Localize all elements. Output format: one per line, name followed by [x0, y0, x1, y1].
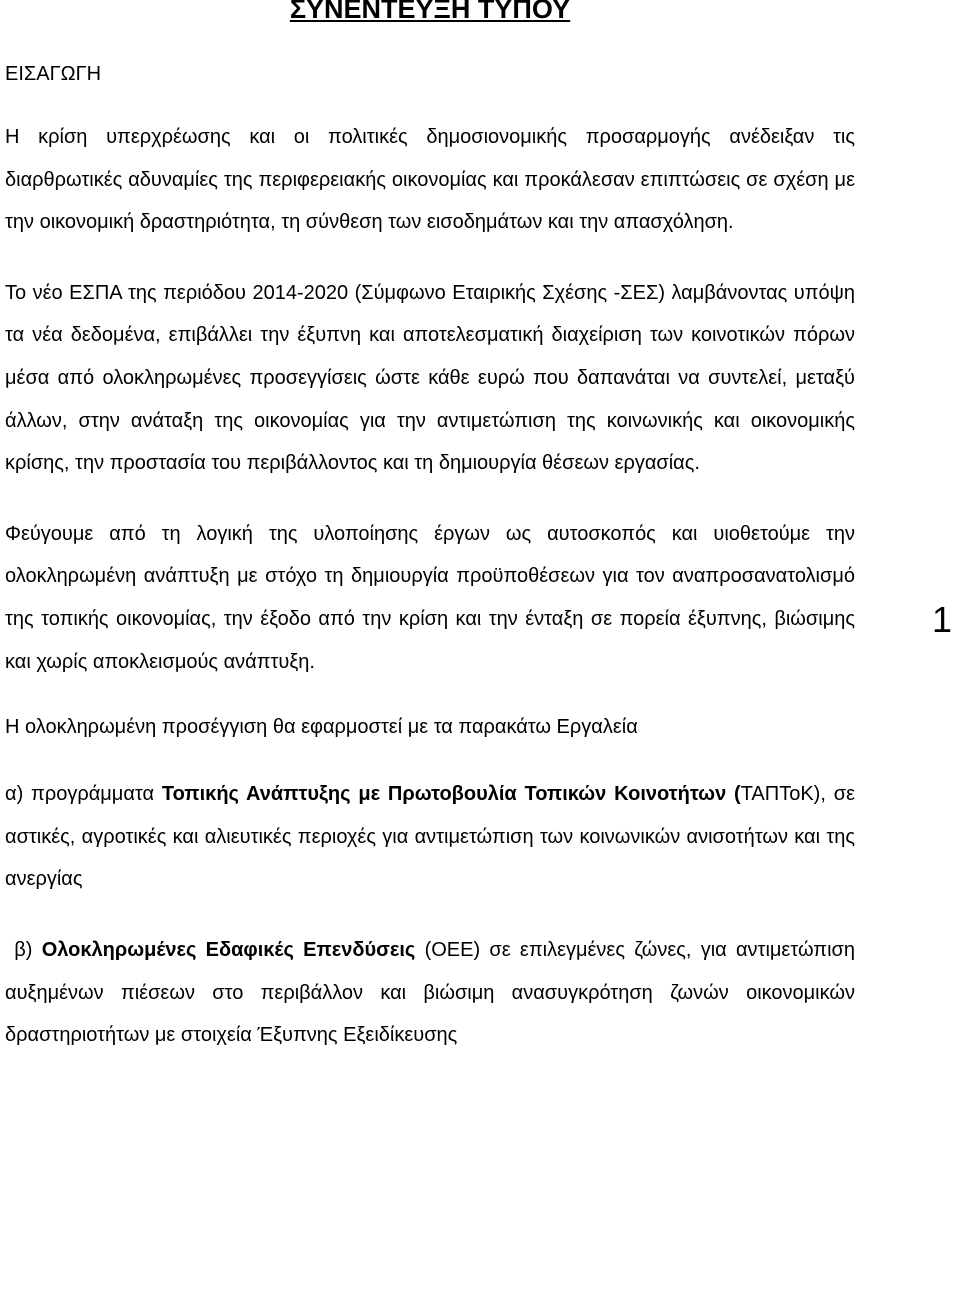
paragraph-tools: Η ολοκληρωμένη προσέγγιση θα εφαρμοστεί με τα παρακάτω Εργαλεία: [5, 716, 638, 739]
item-a-prefix: α) προγράμματα: [5, 783, 162, 806]
section-heading: ΕΙΣΑΓΩΓΗ: [5, 63, 102, 85]
item-b-prefix: β): [5, 938, 42, 961]
paragraph-intro: Η κρίση υπερχρέωσης και οι πολιτικές δημοσιονομικής προσαρμογής ανέδειξαν τις διαρθρωτικές αδυναμίες της περιφερειακής οικονομίας και προκάλεσαν επιπτώσεις σε σχέση με την οικονομική δραστηριότητα, τη σύνθεση των εισοδημάτων και την απασχόληση.: [5, 126, 855, 234]
item-b-suffix: (ΟΕΕ) σε επιλεγμένες ζώνες, για αντιμετώπιση αυξημένων πιέσεων στο περιβάλλον και βιώσιμη ανασυγκρότηση ζωνών οικονομικών δραστηριοτήτων με στοιχεία Έξυπνης Εξειδίκευσης: [5, 938, 855, 1047]
item-b-bold: Ολοκληρωμένες Εδαφικές Επενδύσεις: [41, 938, 416, 961]
document-page: [5, 0, 855, 1057]
list-item-a: [5, 773, 855, 901]
paragraph-avoid: Φεύγουμε από τη λογική της υλοποίησης έργων ως αυτοσκοπός και υιοθετούμε την ολοκληρωμένη ανάπτυξη με στόχο τη δημιουργία προϋποθέσεων για τον αναπροσανατολισμό της τοπικής οικονομίας, την έξοδο από την κρίση και την ένταξη σε πορεία έξυπνης, βιώσιμης και χωρίς αποκλεισμούς ανάπτυξη.: [5, 522, 855, 673]
paragraph-espa: Το νέο ΕΣΠΑ της περιόδου 2014-2020 (Σύμφωνο Εταιρικής Σχέσης -ΣΕΣ) λαμβάνοντας υπόψη τα νέα δεδομένα, επιβάλλει την έξυπνη και αποτελεσματική διαχείριση των κοινοτικών πόρων μέσα από ολοκληρωμένες προσεγγίσεις ώστε κάθε ευρώ που δαπανάται να συντελεί, μεταξύ άλλων, στην ανάταξη της οικονομίας για την αντιμετώπιση της κοινωνικής και οικονομικής κρίσης, την προστασία του περιβάλλοντος και τη δημιουργία θέσεων εργασίας.: [5, 281, 855, 475]
item-a-suffix: ΤΑΠΤοΚ), σε αστικές, αγροτικές και αλιευτικές περιοχές για αντιμετώπιση των κοινωνικών ανισοτήτων και της ανεργίας: [5, 783, 855, 891]
list-item-b: [5, 929, 855, 1057]
document-title: ΣΥΝΕΝΤΕΥΞΗ ΤΥΠΟΥ: [289, 0, 571, 24]
page-number: 1: [932, 599, 953, 640]
item-a-bold: Τοπικής Ανάπτυξης με Πρωτοβουλία Τοπικών Κοινοτήτων (: [161, 783, 741, 806]
